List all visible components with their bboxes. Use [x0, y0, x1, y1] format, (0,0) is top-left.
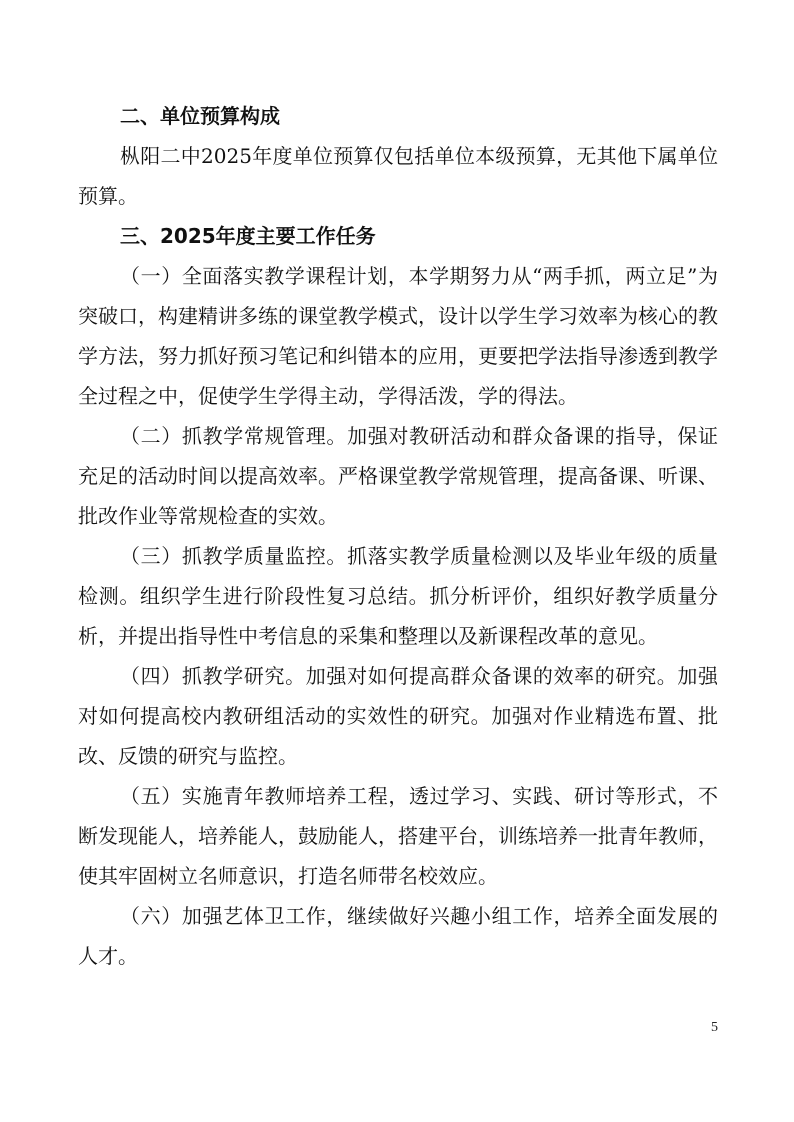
task-paragraph-1: （一）全面落实教学课程计划，本学期努力从“两手抓，两立足”为突破口，构建精讲多练的课堂教学模式，设计以学生学习效率为核心的教学方法，努力抓好预习笔记和纠错本的应用，更要把学法指导渗透到教学全过程之中，促使学生学得主动，学得活泼，学的得法。 [78, 264, 718, 408]
budget-composition-paragraph: 枞阳二中2025年度单位预算仅包括单位本级预算，无其他下属单位预算。 [78, 144, 718, 208]
section-heading-budget-composition: 二、单位预算构成 [120, 104, 280, 128]
document-body [78, 96, 718, 976]
task-paragraph-5: （五）实施青年教师培养工程，透过学习、实践、研讨等形式，不断发现能人，培养能人，鼓励能人，搭建平台，训练培养一批青年教师，使其牢固树立名师意识，打造名师带名校效应。 [78, 784, 718, 888]
task-paragraph-6: （六）加强艺体卫工作，继续做好兴趣小组工作，培养全面发展的人才。 [78, 904, 718, 968]
task-paragraph-4: （四）抓教学研究。加强对如何提高群众备课的效率的研究。加强对如何提高校内教研组活动的实效性的研究。加强对作业精选布置、批改、反馈的研究与监控。 [78, 664, 718, 768]
page-number: 5 [711, 1020, 718, 1035]
section-heading-main-tasks: 三、2025年度主要工作任务 [120, 224, 376, 248]
task-paragraph-3: （三）抓教学质量监控。抓落实教学质量检测以及毕业年级的质量检测。组织学生进行阶段性复习总结。抓分析评价，组织好教学质量分析，并提出指导性中考信息的采集和整理以及新课程改革的意见。 [78, 544, 718, 648]
task-paragraph-2: （二）抓教学常规管理。加强对教研活动和群众备课的指导，保证充足的活动时间以提高效率。严格课堂教学常规管理，提高备课、听课、批改作业等常规检查的实效。 [78, 424, 718, 528]
